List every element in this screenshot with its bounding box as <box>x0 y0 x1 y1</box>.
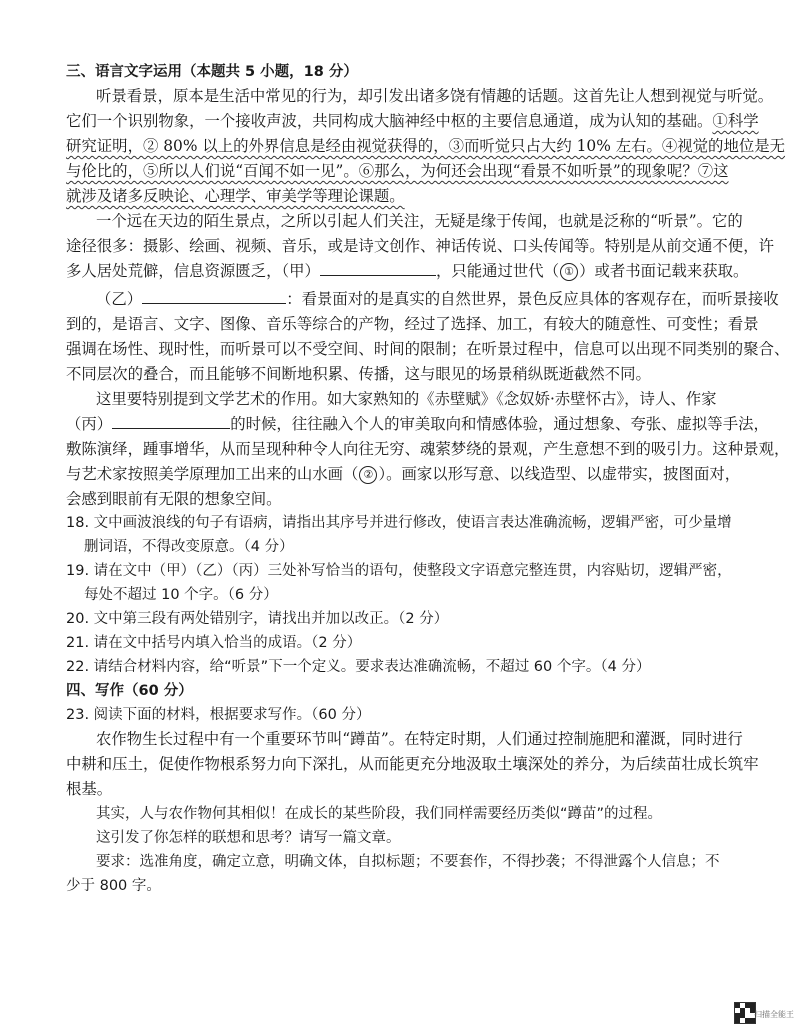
para3-line3: 强调在场性、现时性，而听景可以不受空间、时间的限制；在听景过程中，信息可以出现不同类别的聚合、 <box>66 340 790 358</box>
para2-line3-end: ）或者书面记载来获取。 <box>579 262 749 280</box>
para1-line4-wavy: 与伦比的，⑤所以人们说“百闻不如一见”。⑥那么，为何还会出现“看景不如听景”的现象呢？⑦这 <box>66 162 729 180</box>
section-four-title: 四、写作（60 分） <box>66 683 193 699</box>
blank-jia[interactable] <box>320 259 436 276</box>
para3-line4: 不同层次的叠合，而且能够不间断地积累、传播，这与眼见的场景稍纵既逝截然不同。 <box>66 365 651 383</box>
para1-line3-wavy: 研究证明，② 80% 以上的外界信息是经由视觉获得的，③而听觉只占大约 10% 左右。④视觉的地位是无 <box>66 137 786 155</box>
para1-line5-wavy: 就涉及诸多反映论、心理学、审美学等理论课题。 <box>66 187 405 205</box>
para4-line4-end: ）。画家以形写意、以线造型、以虚带实，披图面对， <box>378 465 741 483</box>
blank-yi[interactable] <box>142 287 286 304</box>
para4-line2 <box>66 412 769 436</box>
question-18-line2: 删词语，不得改变原意。（4 分） <box>84 539 294 555</box>
para1-line1: 听景看景，原本是生活中常见的行为，却引发出诸多饶有情趣的话题。这首先让人想到视觉与听觉。 <box>96 87 774 105</box>
blank-bing[interactable] <box>112 412 230 429</box>
question-20: 20. 文中第三段有两处错别字，请找出并加以改正。（2 分） <box>66 611 449 627</box>
question-19-line2: 每处不超过 10 个字。（6 分） <box>84 587 278 603</box>
para4-line1: 这里要特别提到文学艺术的作用。如大家熟知的《赤壁赋》《念奴娇·赤壁怀古》，诗人、作家 <box>96 390 717 408</box>
idiom-slot-2-marker: ② <box>359 466 377 484</box>
para4-line5: 会感到眼前有无限的想象空间。 <box>66 490 282 508</box>
para4-line4-start: 与艺术家按照美学原理加工出来的山水画（ <box>66 465 359 483</box>
para1-line2 <box>66 109 759 133</box>
idiom-slot-1-marker: ① <box>560 263 578 281</box>
para2-line3-mid: ，只能通过世代（ <box>435 262 560 280</box>
para1-line2-plain: 它们一个识别物象，一个接收声波，共同构成大脑神经中枢的主要信息通道，成为认知的基础。 <box>66 112 713 130</box>
requirement-line1: 要求：选准角度，确定立意，明确文体，自拟标题；不要套作，不得抄袭；不得泄露个人信息；不 <box>96 854 720 870</box>
requirement-line2: 少于 800 字。 <box>66 878 161 894</box>
section-three-title: 三、语言文字运用（本题共 5 小题，18 分） <box>66 64 358 80</box>
para2-line1: 一个远在天边的陌生景点，之所以引起人们关注，无疑是缘于传闻，也就是泛称的“听景”。它的 <box>96 212 743 230</box>
blank-jia-label: 多人居处荒僻，信息资源匮乏，（甲） <box>66 262 320 280</box>
qr-code-icon <box>734 1002 756 1024</box>
blank-yi-label: （乙） <box>96 290 143 308</box>
material-line1: 农作物生长过程中有一个重要环节叫“蹲苗”。在特定时期，人们通过控制施肥和灌溉，同时进行 <box>96 730 743 748</box>
question-18-line1: 18. 文中画波浪线的句子有语病，请指出其序号并进行修改，使语言表达准确流畅，逻辑严密，可少量增 <box>66 515 732 531</box>
para4-line2-rest: 的时候，往往融入个人的审美取向和情感体验，通过想象、夸张、虚拟等手法， <box>230 415 769 433</box>
para3-line2: 到的，是语言、文字、图像、音乐等综合的产物，经过了选择、加工，有较大的随意性、可变性；看景 <box>66 315 759 333</box>
para3-line1 <box>96 287 779 311</box>
material-line2: 中耕和压土，促使作物根系努力向下深扎，从而能更充分地汲取土壤深处的养分，为后续苗壮成长筑牢 <box>66 755 759 773</box>
para2-line2: 途径很多：摄影、绘画、视频、音乐，或是诗文创作、神话传说、口头传闻等。特别是从前交通不便，许 <box>66 237 774 255</box>
material-line3: 根基。 <box>66 780 113 798</box>
question-22: 22. 请结合材料内容，给“听景”下一个定义。要求表达准确流畅，不超过 60 个字。（4 分） <box>66 659 651 675</box>
question-23: 23. 阅读下面的材料，根据要求写作。（60 分） <box>66 707 371 723</box>
question-19-line1: 19. 请在文中（甲）（乙）（丙）三处补写恰当的语句，使整段文字语意完整连贯，内容贴切，逻辑严密， <box>66 563 732 579</box>
wavy-sentence-1: ①科学 <box>712 112 759 130</box>
scanner-watermark: 扫描全能王 <box>754 1010 794 1019</box>
material-line4: 其实，人与农作物何其相似！在成长的某些阶段，我们同样需要经历类似“蹲苗”的过程。 <box>96 806 663 822</box>
question-21: 21. 请在文中括号内填入恰当的成语。（2 分） <box>66 635 362 651</box>
para4-line3: 敷陈演绎，踵事增华，从而呈现种种令人向往无穷、魂萦梦绕的景观，产生意想不到的吸引力。这种景观， <box>66 440 790 458</box>
para2-line3 <box>66 259 749 283</box>
para4-line4 <box>66 462 741 486</box>
blank-bing-label: （丙） <box>66 415 113 433</box>
material-line5: 这引发了你怎样的联想和思考？请写一篇文章。 <box>96 830 401 846</box>
para3-line1-rest: ：看景面对的是真实的自然世界，景色反应具体的客观存在，而听景接收 <box>286 290 779 308</box>
